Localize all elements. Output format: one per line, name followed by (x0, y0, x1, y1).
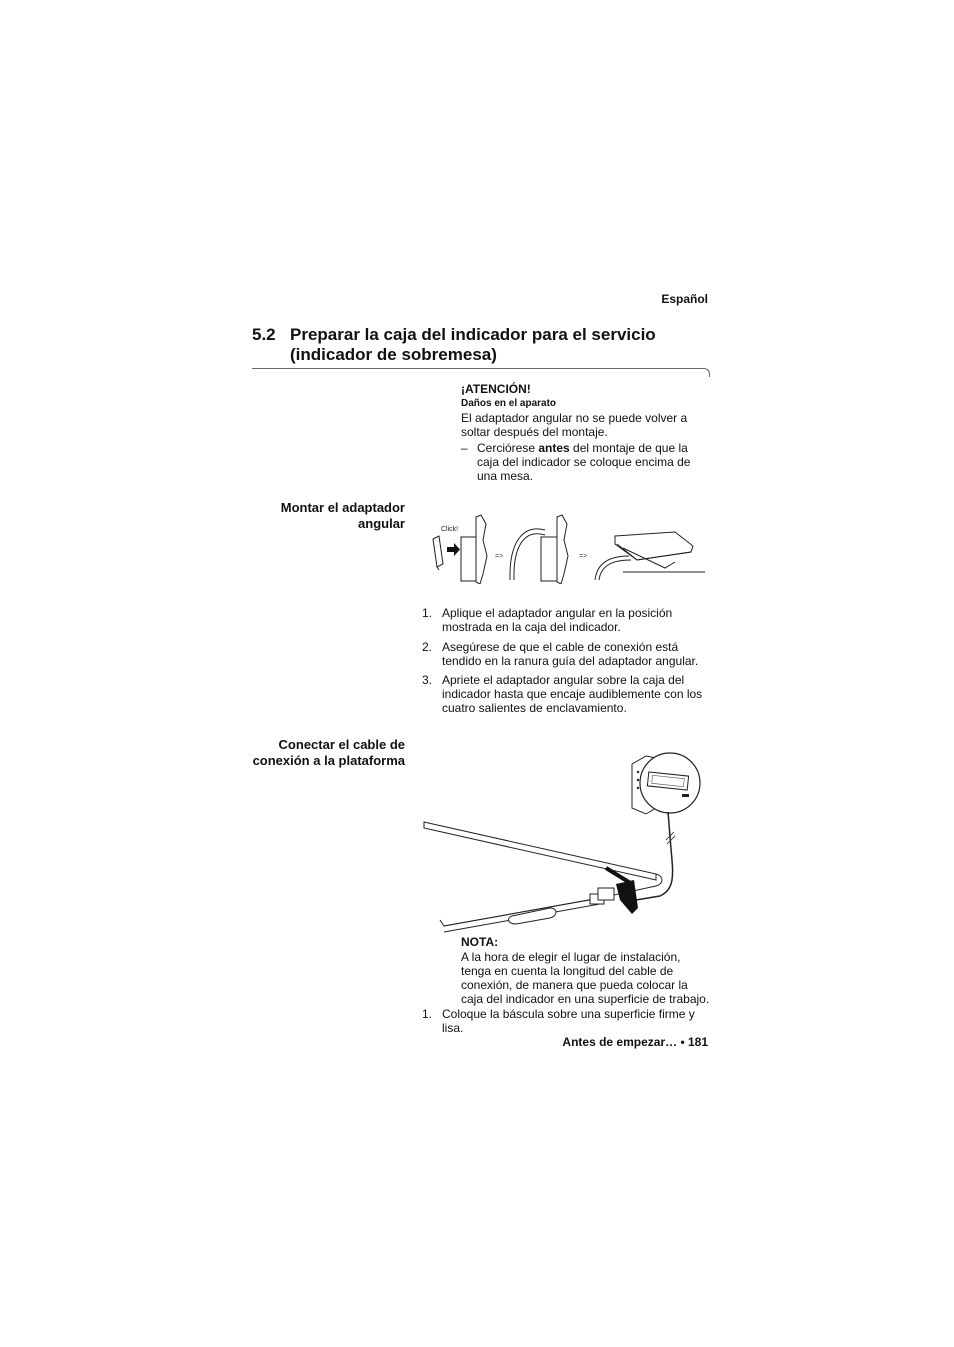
note-title: NOTA: (461, 935, 499, 949)
list-item (422, 1007, 712, 1035)
warning-item-text (477, 441, 709, 483)
page-footer: Antes de empezar… • 181 (562, 1035, 708, 1049)
list-item (422, 606, 712, 636)
connect-cable-figure (420, 748, 705, 934)
language-label: Español (661, 292, 708, 306)
insert-arrow-icon (616, 880, 638, 914)
step-number: 2. (422, 640, 433, 654)
step-text: Asegúrese de que el cable de conexión está tendido en la ranura guía del adaptador angular. (442, 640, 699, 668)
step-arrow-1: => (495, 553, 504, 560)
note-text: A la hora de elegir el lugar de instalación, tenga en cuenta la longitud del cable de conexión, de manera que pueda colocar la caja del indicador en una superficie de trabajo. (461, 950, 710, 1006)
step-arrow-2: => (579, 553, 588, 560)
list-item (422, 673, 712, 719)
warning-item-bold: antes (538, 441, 570, 455)
indicator-housing-icon-2 (541, 537, 557, 581)
mount-adapter-figure (425, 512, 705, 584)
push-arrow-icon (447, 543, 460, 556)
step-text: Apriete el adaptador angular sobre la caja del indicador hasta que encaje audiblemente con los cuatro salientes de enclavamiento. (442, 673, 703, 715)
warning-subtitle: Daños en el aparato (461, 398, 557, 409)
list-item (422, 640, 712, 670)
warning-text: El adaptador angular no se puede volver a soltar después del montaje. (461, 411, 688, 439)
warning-title: ¡ATENCIÓN! (461, 382, 531, 396)
adapter-icon (433, 536, 443, 567)
dash-bullet: – (461, 441, 468, 455)
section-divider (252, 368, 704, 369)
connect-heading: Conectar el cable de conexión a la plataforma (252, 737, 405, 768)
step-text: Aplique el adaptador angular en la posición mostrada en la caja del indicador. (442, 606, 673, 634)
step-number: 1. (422, 606, 433, 620)
step-number: 1. (422, 1007, 433, 1021)
click-label: Click! (441, 526, 459, 533)
section-divider-hook (703, 368, 710, 377)
platform-icon (424, 822, 656, 880)
mount-heading: Montar el adaptador angular (280, 500, 405, 531)
connector-socket-icon (598, 888, 614, 900)
step-number: 3. (422, 673, 433, 687)
warning-item-post: del montaje de que la caja del indicador se coloque encima de una mesa. (477, 441, 691, 483)
indicator-housing-icon (461, 537, 476, 581)
section-number: 5.2 (252, 325, 276, 344)
warning-item-pre: Cerciórese (477, 441, 539, 455)
step-text: Coloque la báscula sobre una superficie firme y lisa. (442, 1007, 695, 1035)
section-title: Preparar la caja del indicador para el servicio (indicador de sobremesa) (290, 325, 656, 364)
